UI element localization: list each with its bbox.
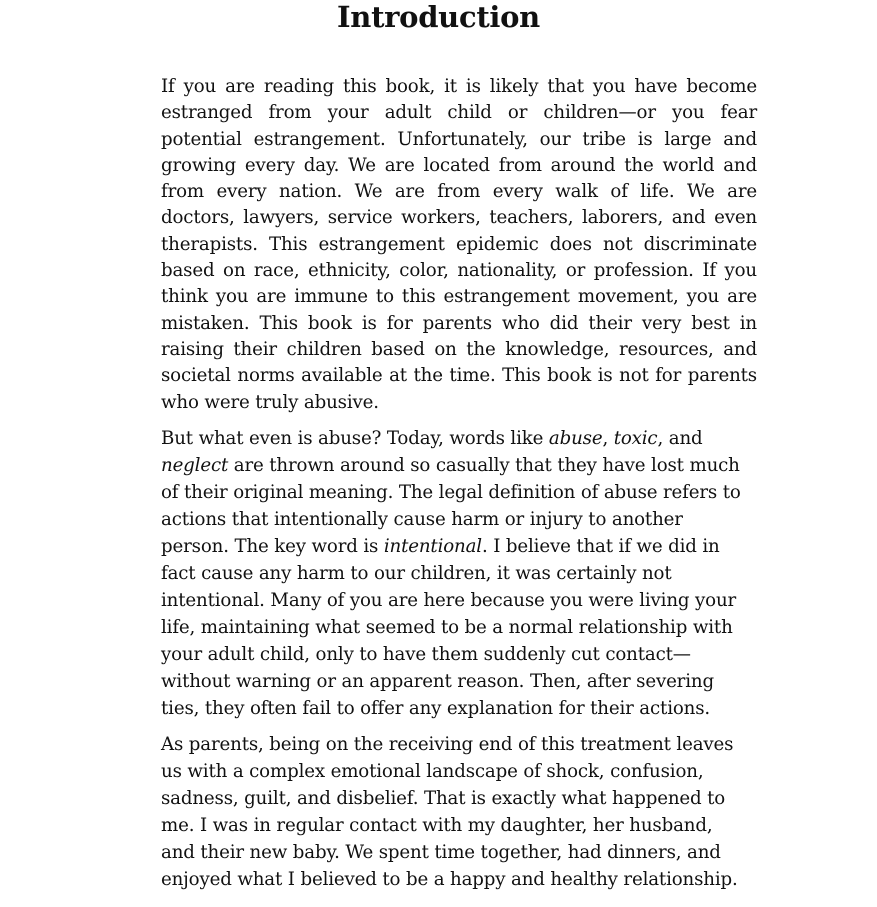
italic-word-neglect: neglect: [161, 454, 229, 476]
paragraph-2-intro: But what even is abuse? Today, words like: [161, 427, 549, 449]
chapter-title: Introduction: [337, 0, 540, 34]
italic-word-abuse: abuse: [548, 427, 603, 449]
chapter-body: [161, 74, 757, 893]
separator-and: , and: [657, 427, 703, 449]
paragraph-1: If you are reading this book, it is likely that you have become estranged from your adult child or children—or you fear potential estrangement. Unfortunately, our tribe is large and growing every day. We are located from around the world and from every nation. We are from every walk of life. We are doctors, lawyers, service workers, teachers, laborers, and even therapists. This estrangement epidemic does not discriminate based on race, ethnicity, color, nationality, or profession. If you think you are immune to this estrangement movement, you are mistaken. This book is for parents who did their very best in raising their children based on the knowledge, resources, and societal norms available at the time. This book is not for parents who were truly abusive.: [161, 76, 757, 413]
italic-word-toxic: toxic: [613, 427, 658, 449]
paragraph-2: [161, 425, 751, 722]
separator-comma: ,: [602, 427, 614, 449]
paragraph-3: As parents, being on the receiving end of this treatment leaves us with a complex emotional landscape of shock, confusion, sadness, guilt, and disbelief. That is exactly what happened to me. I was in regular contact with my daughter, her husband, and their new baby. We spent time together, had dinners, and enjoyed what I believed to be a happy and healthy relationship.: [161, 733, 738, 890]
paragraph-2-end: . I believe that if we did in fact cause any harm to our children, it was certainly not intentional. Many of you are here because you were living your life, maintaining what seemed to be a normal relationship with your adult child, only to have them suddenly cut contact—without warning or an apparent reason. Then, after severing ties, they often fail to offer any explanation for their actions.: [161, 535, 737, 719]
paragraph-2-middle: are thrown around so casually that they have lost much of their original meaning. The legal definition of abuse refers to actions that intentionally cause harm or injury to another person. The key word is: [161, 454, 741, 557]
italic-word-intentional: intentional: [383, 535, 482, 557]
